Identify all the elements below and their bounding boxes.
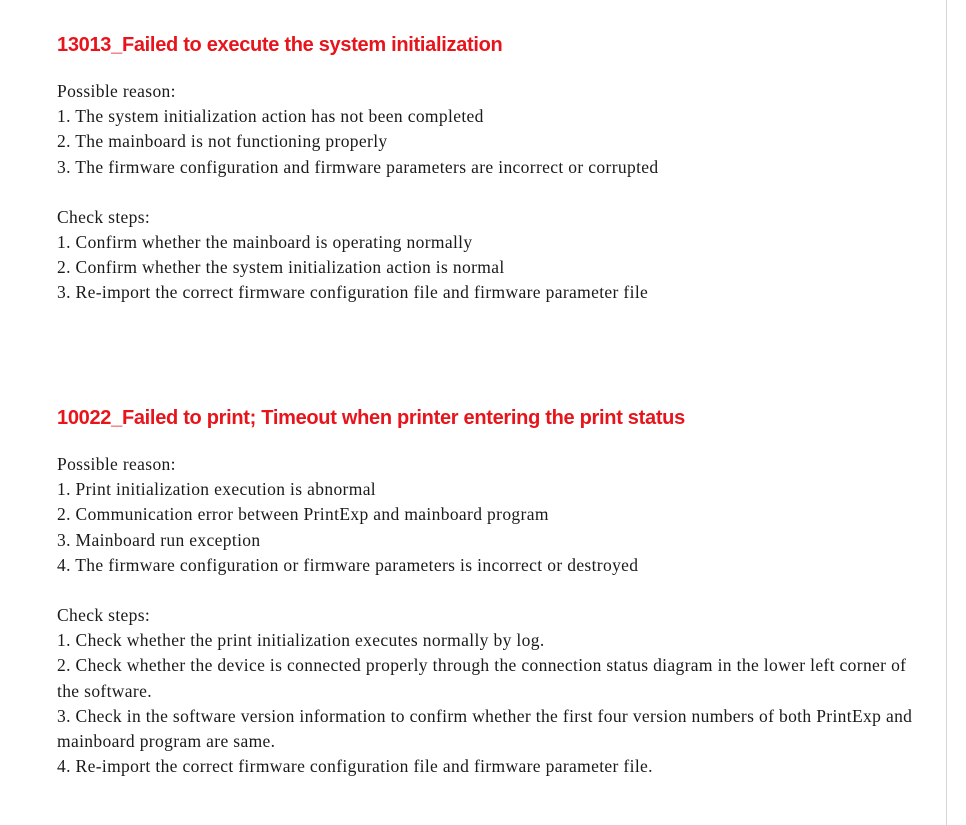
error-heading: 13013_Failed to execute the system initialization: [57, 34, 503, 56]
error-heading: 10022_Failed to print; Timeout when printer entering the print status: [57, 407, 685, 429]
step-item: 1. Check whether the print initialization executes normally by log.: [57, 630, 545, 651]
reason-item: 3. The firmware configuration and firmware parameters are incorrect or corrupted: [57, 156, 659, 177]
step-item: 2. Confirm whether the system initialization action is normal: [57, 257, 505, 278]
reason-item: 1. The system initialization action has not been completed: [57, 106, 484, 127]
reason-item: 2. The mainboard is not functioning properly: [57, 131, 388, 152]
error-section-10022: [57, 405, 927, 779]
steps-list: [57, 628, 927, 779]
reason-item: 4. The firmware configuration or firmware parameters is incorrect or destroyed: [57, 554, 639, 575]
reason-item: 3. Mainboard run exception: [57, 529, 261, 550]
page-gutter: [947, 0, 966, 825]
reason-item: 2. Communication error between PrintExp and mainboard program: [57, 504, 549, 525]
step-item: 4. Re-import the correct firmware configuration file and firmware parameter file.: [57, 756, 653, 777]
error-section-13013: [57, 32, 927, 306]
step-item: 1. Confirm whether the mainboard is operating normally: [57, 232, 473, 253]
check-steps-label: Check steps:: [57, 206, 151, 227]
reason-item: 1. Print initialization execution is abnormal: [57, 479, 377, 500]
reason-list: [57, 477, 927, 578]
step-item: 3. Check in the software version information to confirm whether the first four version numbers of both PrintExp and mainboard program are same.: [57, 705, 918, 752]
steps-list: [57, 230, 927, 306]
possible-reason-label: Possible reason:: [57, 454, 176, 474]
possible-reason-label: Possible reason:: [57, 81, 176, 101]
check-steps-label: Check steps:: [57, 605, 151, 626]
reason-list: [57, 104, 927, 180]
step-item: 2. Check whether the device is connected properly through the connection status diagram in the lower left corner of the software.: [57, 655, 912, 701]
step-item: 3. Re-import the correct firmware configuration file and firmware parameter file: [57, 282, 649, 303]
